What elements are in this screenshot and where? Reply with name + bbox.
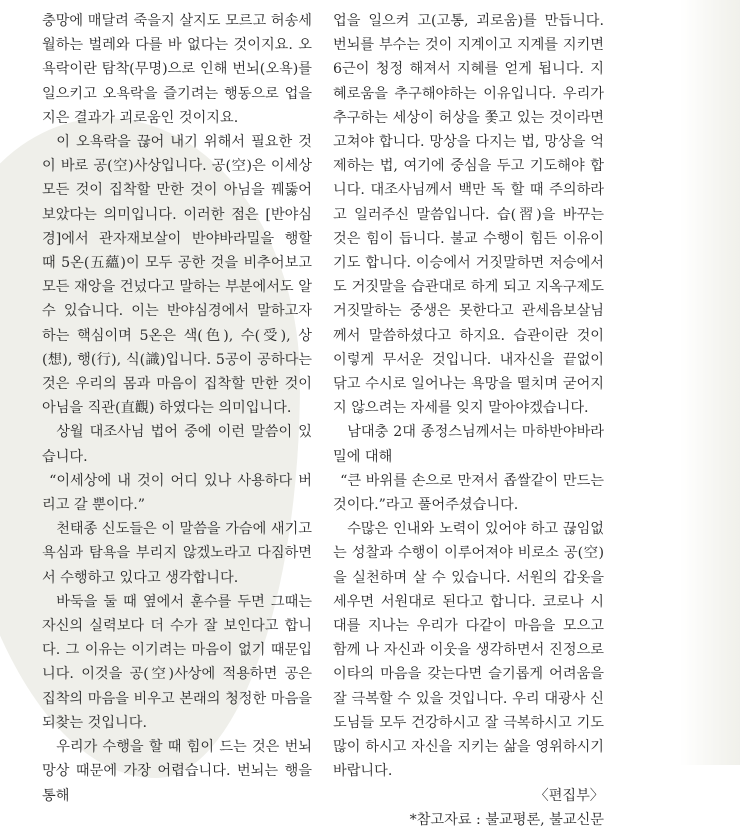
paragraph: 충망에 매달려 죽을지 살지도 모르고 허송세월하는 벌레와 다를 바 없다는 것이지요. 오욕락이란 탐착(무명)으로 인해 번뇌(오욕)를 일으키고 오욕락을 즐기려는 행동으로 업을 지은 결과가 괴로움인 것이지요.: [42, 13, 312, 126]
background-edge: [680, 0, 740, 765]
paragraph: 이 오욕락을 끊어 내기 위해서 필요한 것이 바로 공(空)사상입니다. 공(空)은 이세상 모든 것이 집착할 만한 것이 아님을 꿰뚫어 보았다는 의미입니다. 이러한 점은 [반야심경]에서 관자재보살이 반야바라밀을 행할 때 5온(五蘊)이 모두 공한 것을 비추어보고 모든 재앙을 건넜다고 말하는 부분에서도 알 수 있습니다. 이는 반야심경에서 말하고자 하는 핵심이며 5온은 색(色), 수(受), 상(想), 행(行), 식(識)입니다. 5공이 공하다는 것은 우리의 몸과 마음이 집착할 만한 것이 아님을 직관(直觀) 하였다는 의미입니다.: [42, 134, 312, 417]
quote: “큰 바위를 손으로 만져서 좁쌀같이 만드는 것이다.”라고 풀어주셨습니다.: [333, 472, 604, 514]
paragraph: 남대충 2대 종정스님께서는 마하반야바라밀에 대해: [333, 424, 604, 465]
paragraph: 업을 일으켜 고(고통, 괴로움)를 만듭니다. 번뇌를 부수는 것이 지계이고 지계를 지키면 6근이 청정 해져서 지혜를 얻게 됩니다. 지혜로움을 추구해야하는 이유입니다. 우리가 추구하는 세상이 허상을 쫓고 있는 것이라면 고쳐야 합니다. 망상을 다지는 법, 망상을 억제하는 법, 여기에 중심을 두고 기도해야 합니다. 대조사님께서 백만 독 할 때 주의하라고 일러주신 말씀입니다. 습(習)을 바꾸는 것은 힘이 듭니다. 불교 수행이 힘든 이유이기도 합니다. 이승에서 거짓말하면 저승에서도 거짓말을 습관대로 하게 되고 지옥구제도 거짓말하는 중생은 못한다고 관세음보살님께서 말씀하셨다고 하지요. 습관이란 것이 이렇게 무서운 것입니다. 내자신을 끝없이 닦고 수시로 일어나는 욕망을 떨치며 굳어지지 않으려는 자세를 잊지 말아야겠습니다.: [333, 13, 604, 417]
paragraph: 수많은 인내와 노력이 있어야 하고 끊임없는 성찰과 수행이 이루어져야 비로소 공(空)을 실천하며 살 수 있습니다. 서원의 갑옷을 세우면 서원대로 된다고 합니다. 코로나 시대를 지나는 우리가 다같이 마음을 모으고 함께 나 자신과 이웃을 생각하면서 진정으로 이타의 마음을 갖는다면 슬기롭게 어려움을 잘 극복할 수 있을 것입니다. 우리 대광사 신도님들 모두 건강하시고 잘 극복하시고 기도 많이 하시고 자신을 지키는 삶을 영위하시기 바랍니다.: [333, 521, 604, 780]
paragraph: 천태종 신도들은 이 말씀을 가슴에 새기고 욕심과 탐욕을 부리지 않겠노라고 다짐하면서 수행하고 있다고 생각합니다.: [42, 521, 312, 586]
signoff-tag: 〈편집부〉: [534, 787, 604, 804]
paragraph: 상월 대조사님 법어 중에 이런 말씀이 있습니다.: [42, 424, 312, 465]
paragraph: 바둑을 둘 때 옆에서 훈수를 두면 그때는 자신의 실력보다 더 수가 잘 보인다고 합니다. 그 이유는 이기려는 마음이 없기 때문입니다. 이것을 공(空)사상에 적용하면 공은 집착의 마음을 비우고 본래의 청정한 마음을 되찾는 것입니다.: [42, 593, 312, 731]
reference-source: *참고자료 : 불교평론, 불교신문: [409, 811, 604, 828]
signoff-line: [333, 784, 604, 808]
left-column: [42, 9, 312, 808]
right-column: [333, 9, 604, 832]
paragraph: 우리가 수행을 할 때 힘이 드는 것은 번뇌망상 때문에 가장 어렵습니다. 번뇌는 행을 통해: [42, 739, 312, 804]
quote: “이세상에 내 것이 어디 있나 사용하다 버리고 갈 뿐이다.”: [42, 472, 312, 514]
